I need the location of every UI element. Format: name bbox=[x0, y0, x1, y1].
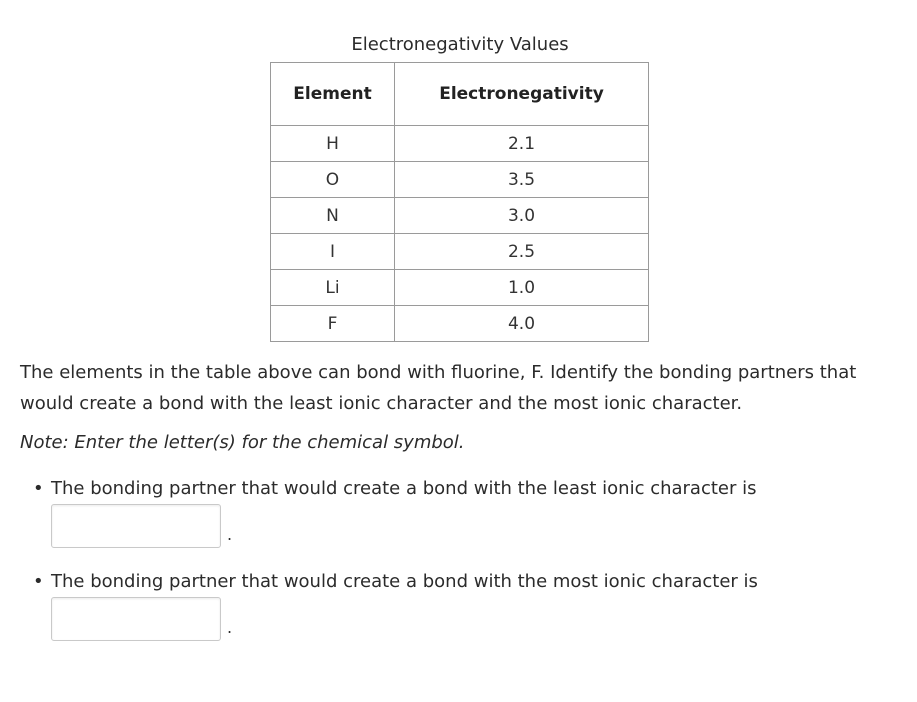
table-row bbox=[271, 270, 649, 306]
cell-element: H bbox=[271, 126, 395, 162]
table-row bbox=[271, 234, 649, 270]
electronegativity-table bbox=[270, 62, 649, 342]
cell-value: 3.0 bbox=[395, 198, 649, 234]
least-ionic-answer-input[interactable] bbox=[51, 504, 221, 548]
bullet-icon: • bbox=[33, 571, 44, 592]
bullet-icon: • bbox=[33, 478, 44, 499]
table-header-row bbox=[271, 63, 649, 126]
most-ionic-answer-input[interactable] bbox=[51, 597, 221, 641]
cell-value: 4.0 bbox=[395, 306, 649, 342]
cell-element: F bbox=[271, 306, 395, 342]
prompt-most-ionic bbox=[0, 571, 917, 641]
cell-element: I bbox=[271, 234, 395, 270]
cell-value: 1.0 bbox=[395, 270, 649, 306]
prompt-most-ionic-text: The bonding partner that would create a bond with the most ionic character is bbox=[51, 571, 758, 592]
cell-value: 2.5 bbox=[395, 234, 649, 270]
question-text: The elements in the table above can bond with fluorine, F. Identify the bonding partners that would create a bond with the least ionic character and the most ionic character. bbox=[20, 362, 857, 414]
answer-row-least bbox=[51, 504, 917, 548]
question-note: Note: Enter the letter(s) for the chemical symbol. bbox=[20, 432, 465, 453]
column-header-electronegativity: Electronegativity bbox=[395, 63, 649, 126]
answer-row-most bbox=[51, 597, 917, 641]
table-row bbox=[271, 198, 649, 234]
prompt-least-ionic-text: The bonding partner that would create a bond with the least ionic character is bbox=[51, 478, 757, 499]
cell-element: Li bbox=[271, 270, 395, 306]
period-label: . bbox=[227, 525, 233, 544]
column-header-element: Element bbox=[271, 63, 395, 126]
table-row bbox=[271, 126, 649, 162]
table-caption: Electronegativity Values bbox=[351, 34, 569, 55]
table-row bbox=[271, 306, 649, 342]
cell-element: O bbox=[271, 162, 395, 198]
cell-value: 3.5 bbox=[395, 162, 649, 198]
period-label: . bbox=[227, 618, 233, 637]
cell-element: N bbox=[271, 198, 395, 234]
prompt-least-ionic bbox=[0, 478, 917, 548]
table-row bbox=[271, 162, 649, 198]
cell-value: 2.1 bbox=[395, 126, 649, 162]
answer-prompts bbox=[0, 478, 917, 641]
